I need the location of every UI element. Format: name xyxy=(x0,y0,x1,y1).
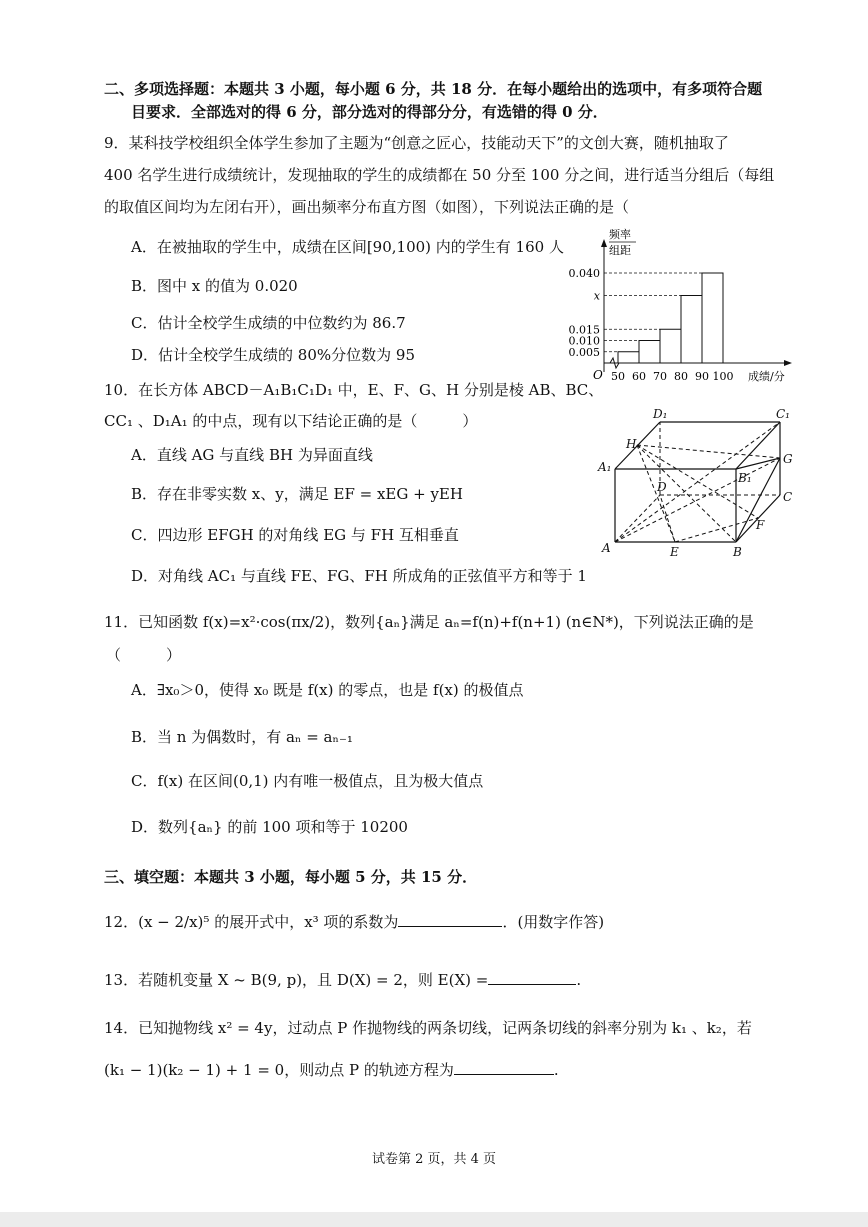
section2-heading-line2: 目要求．全部选对的得 6 分，部分选对的得部分分，有选错的得 0 分． xyxy=(131,103,608,121)
hidden-e-f xyxy=(675,518,758,542)
x-tick-label: 70 xyxy=(653,370,667,383)
origin-label: O xyxy=(593,368,603,382)
y-tick-label: 0.015 xyxy=(568,323,600,337)
section3-heading: 三、填空题：本题共 3 小题，每小题 5 分，共 15 分． xyxy=(104,868,478,886)
q12-answer-blank[interactable] xyxy=(398,912,502,927)
q10-option-a: A．直线 AG 与直线 BH 为异面直线 xyxy=(131,446,373,464)
segment-b1-g xyxy=(736,458,780,469)
y-tick-label: 0.005 xyxy=(568,345,600,359)
q13-text-after: . xyxy=(576,971,582,989)
q11-option-d: D．数列{aₙ} 的前 100 项和等于 10200 xyxy=(131,818,408,836)
label-h: H xyxy=(626,437,637,451)
section2-heading-line1: 二、多项选择题：本题共 3 小题，每小题 6 分，共 18 分．在每小题给出的选项中，有多项符合题 xyxy=(104,80,763,98)
q11-line1: 11．已知函数 f(x)=x²·cos(πx/2)，数列{aₙ}满足 aₙ=f(n)+f(n+1) (n∈N*)，下列说法正确的是 xyxy=(104,613,754,631)
q10-option-c: C．四边形 EFGH 的对角线 EG 与 FH 互相垂直 xyxy=(131,526,459,544)
label-c1: C₁ xyxy=(776,407,790,421)
y-label-top: 频率 xyxy=(609,228,631,241)
q14-line2 xyxy=(104,1060,559,1080)
histogram-bar xyxy=(681,296,702,364)
x-tick-label: 80 xyxy=(674,370,688,383)
q12-line xyxy=(104,912,604,932)
x-tick-label: 50 xyxy=(611,370,625,383)
label-g: G xyxy=(783,452,793,466)
q12-text-before: 12．(x − 2/x)⁵ 的展开式中，x³ 项的系数为 xyxy=(104,913,399,931)
label-b: B xyxy=(733,545,742,559)
frequency-histogram xyxy=(560,225,800,390)
label-e: E xyxy=(670,545,679,559)
q9-line3: 的取值区间均为左闭右开），画出频率分布直方图（如图），下列说法正确的是（ xyxy=(104,198,630,216)
q10-option-d: D．对角线 AC₁ 与直线 FE、FG、FH 所成角的正弦值平方和等于 1 xyxy=(131,567,587,585)
q11-option-c: C．f(x) 在区间(0,1) 内有唯一极值点，且为极大值点 xyxy=(131,772,484,790)
q14-text-after: . xyxy=(553,1061,559,1079)
q14-text-before: (k₁ − 1)(k₂ − 1) + 1 = 0，则动点 P 的轨迹方程为 xyxy=(104,1061,454,1079)
q12-text-after: ．(用数字作答) xyxy=(502,913,605,931)
q13-answer-blank[interactable] xyxy=(488,970,576,985)
label-f: F xyxy=(756,518,765,532)
histogram-bar xyxy=(618,352,639,363)
label-c: C xyxy=(783,490,793,504)
y-tick-label: x xyxy=(593,289,600,303)
q11-option-a: A．∃x₀＞0，使得 x₀ 既是 f(x) 的零点，也是 f(x) 的极值点 xyxy=(131,681,524,699)
label-b1: B₁ xyxy=(738,471,752,485)
x-axis-arrow xyxy=(784,360,792,366)
q9-option-b: B．图中 x 的值为 0.020 xyxy=(131,277,298,295)
histogram-bar xyxy=(660,329,681,363)
q11-line2: （ ） xyxy=(106,646,182,664)
y-tick-label: 0.040 xyxy=(568,267,600,280)
page-footer: 试卷第 2 页，共 4 页 xyxy=(371,1152,497,1167)
edge-b1-c1 xyxy=(736,422,780,469)
q10-line1: 10．在长方体 ABCD－A₁B₁C₁D₁ 中，E、F、G、H 分别是棱 AB、BC、 xyxy=(104,381,604,399)
y-tick-label: 0.010 xyxy=(568,334,600,348)
histogram-bar xyxy=(639,341,660,364)
label-d1: D₁ xyxy=(653,407,668,421)
q9-option-c: C．估计全校学生成绩的中位数约为 86.7 xyxy=(131,314,406,332)
hidden-h-b xyxy=(637,445,736,542)
y-label-bottom: 组距 xyxy=(609,244,631,257)
hidden-edge-a-d xyxy=(615,495,660,542)
scan-bottom-edge xyxy=(0,1212,868,1227)
q9-option-a: A．在被抽取的学生中，成绩在区间[90,100) 内的学生有 160 人 xyxy=(131,238,564,256)
label-a: A xyxy=(602,541,611,555)
q10-line2: CC₁ 、D₁A₁ 的中点，现有以下结论正确的是（ ） xyxy=(104,412,478,430)
q9-line1: 9．某科技学校组织全体学生参加了主题为“创意之匠心，技能动天下”的文创大赛，随机抽取了 xyxy=(104,134,729,152)
q11-option-b: B．当 n 为偶数时，有 aₙ = aₙ₋₁ xyxy=(131,728,353,746)
q13-text-before: 13．若随机变量 X ~ B(9, p)，且 D(X) = 2，则 E(X) = xyxy=(104,971,489,989)
x-tick-label: 60 xyxy=(632,370,646,383)
hidden-h-g xyxy=(637,445,780,458)
q10-option-b: B．存在非零实数 x、y，满足 EF = xEG + yEH xyxy=(131,485,463,503)
q9-line2: 400 名学生进行成绩统计，发现抽取的学生的成绩都在 50 分至 100 分之间，进行适当分组后（每组 xyxy=(104,166,775,184)
label-a1: A₁ xyxy=(598,460,612,474)
x-axis-label: 成绩/分 xyxy=(748,370,785,383)
histogram-bar xyxy=(702,273,723,363)
cuboid-figure xyxy=(590,405,805,565)
x-tick-label: 90 xyxy=(695,370,709,383)
label-d: D xyxy=(657,480,667,494)
q13-line xyxy=(104,970,581,990)
x-tick-label: 100 xyxy=(712,370,734,383)
q9-option-d: D．估计全校学生成绩的 80%分位数为 95 xyxy=(131,346,415,364)
q14-line1: 14．已知抛物线 x² = 4y，过动点 P 作抛物线的两条切线，记两条切线的斜率分别为 k₁ 、k₂，若 xyxy=(104,1019,752,1037)
q14-answer-blank[interactable] xyxy=(454,1060,554,1075)
y-axis-arrow xyxy=(601,239,607,247)
